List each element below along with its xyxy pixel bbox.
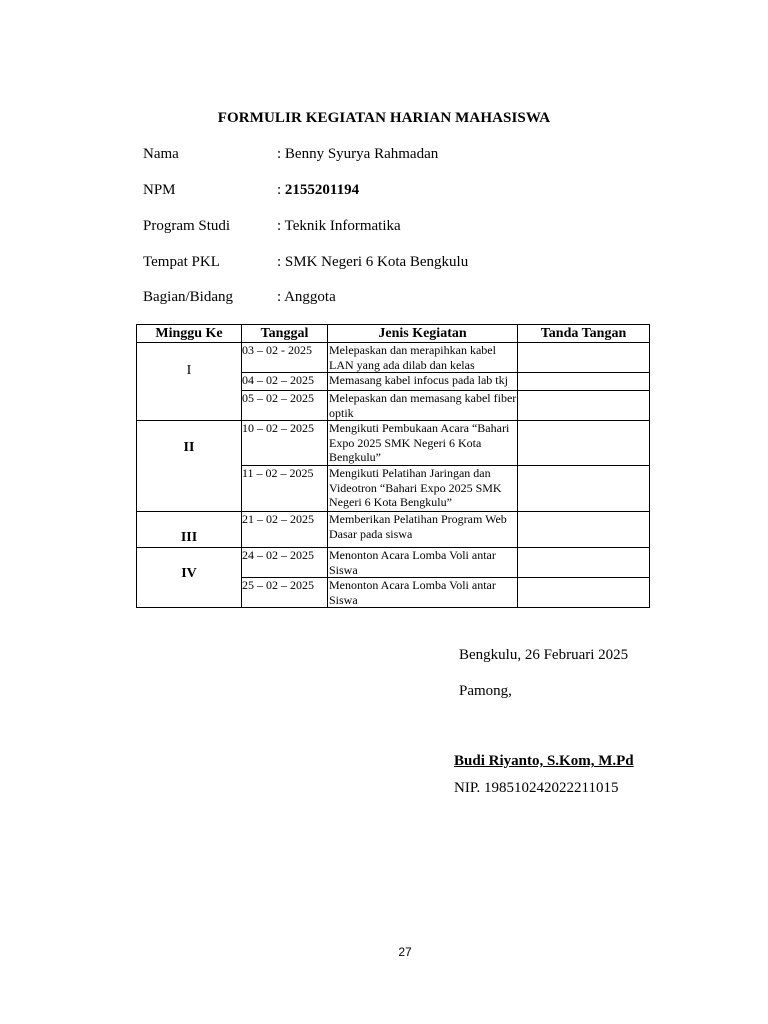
page-number: 27: [398, 945, 412, 959]
date-cell: 11 – 02 – 2025: [242, 466, 328, 512]
signature-cell: [518, 548, 650, 578]
week-cell: IV: [137, 548, 242, 608]
info-value: : SMK Negeri 6 Kota Bengkulu: [277, 254, 469, 270]
activity-cell: Menonton Acara Lomba Voli antar Siswa: [328, 548, 518, 578]
place-date: Bengkulu, 26 Februari 2025: [459, 647, 629, 663]
info-value: : Anggota: [277, 289, 336, 305]
header-jenis-kegiatan: Jenis Kegiatan: [328, 325, 518, 343]
date-cell: 10 – 02 – 2025: [242, 421, 328, 466]
table-row: [137, 512, 650, 548]
table-row: [137, 343, 650, 373]
signer-role: Pamong,: [459, 683, 512, 699]
week-cell: II: [137, 421, 242, 512]
info-value: : 2155201194: [277, 182, 360, 198]
date-cell: 21 – 02 – 2025: [242, 512, 328, 548]
date-cell: 03 – 02 - 2025: [242, 343, 328, 373]
activity-cell: Mengikuti Pembukaan Acara “Bahari Expo 2025 SMK Negeri 6 Kota Bengkulu”: [328, 421, 518, 466]
signer-name: Budi Riyanto, S.Kom, M.Pd: [454, 753, 634, 769]
signature-cell: [518, 578, 650, 608]
signature-cell: [518, 373, 650, 391]
info-label: Nama: [143, 146, 179, 162]
signature-cell: [518, 343, 650, 373]
info-value: : Benny Syurya Rahmadan: [277, 146, 439, 162]
signature-cell: [518, 421, 650, 466]
signature-cell: [518, 466, 650, 512]
table-row: [137, 421, 650, 466]
table-header-row: [137, 325, 650, 343]
header-tanggal: Tanggal: [242, 325, 328, 343]
activity-table: [136, 324, 650, 608]
date-cell: 05 – 02 – 2025: [242, 391, 328, 421]
header-tanda-tangan: Tanda Tangan: [518, 325, 650, 343]
date-cell: 04 – 02 – 2025: [242, 373, 328, 391]
info-label: Tempat PKL: [143, 254, 220, 270]
header-minggu-ke: Minggu Ke: [137, 325, 242, 343]
signature-cell: [518, 391, 650, 421]
info-label: Bagian/Bidang: [143, 289, 233, 305]
week-cell: I: [137, 343, 242, 421]
info-value: : Teknik Informatika: [277, 218, 401, 234]
date-cell: 25 – 02 – 2025: [242, 578, 328, 608]
activity-cell: Melepaskan dan memasang kabel fiber optik: [329, 391, 517, 420]
activity-cell: Memberikan Pelatihan Program Web Dasar pada siswa: [328, 512, 518, 548]
signer-nip: NIP. 198510242022211015: [454, 780, 619, 796]
activity-cell: Menonton Acara Lomba Voli antar Siswa: [328, 578, 518, 608]
info-label: NPM: [143, 182, 176, 198]
activity-cell: Mengikuti Pelatihan Jaringan dan Videotron “Bahari Expo 2025 SMK Negeri 6 Kota Bengkulu”: [328, 466, 518, 512]
signature-cell: [518, 512, 650, 548]
table-row: [137, 548, 650, 578]
activity-cell: Melepaskan dan merapihkan kabel LAN yang ada dilab dan kelas: [328, 343, 518, 373]
form-title: FORMULIR KEGIATAN HARIAN MAHASISWA: [217, 110, 551, 126]
info-label: Program Studi: [143, 218, 231, 234]
activity-cell: Memasang kabel infocus pada lab tkj: [328, 373, 518, 391]
date-cell: 24 – 02 – 2025: [242, 548, 328, 578]
week-cell: III: [137, 512, 242, 548]
